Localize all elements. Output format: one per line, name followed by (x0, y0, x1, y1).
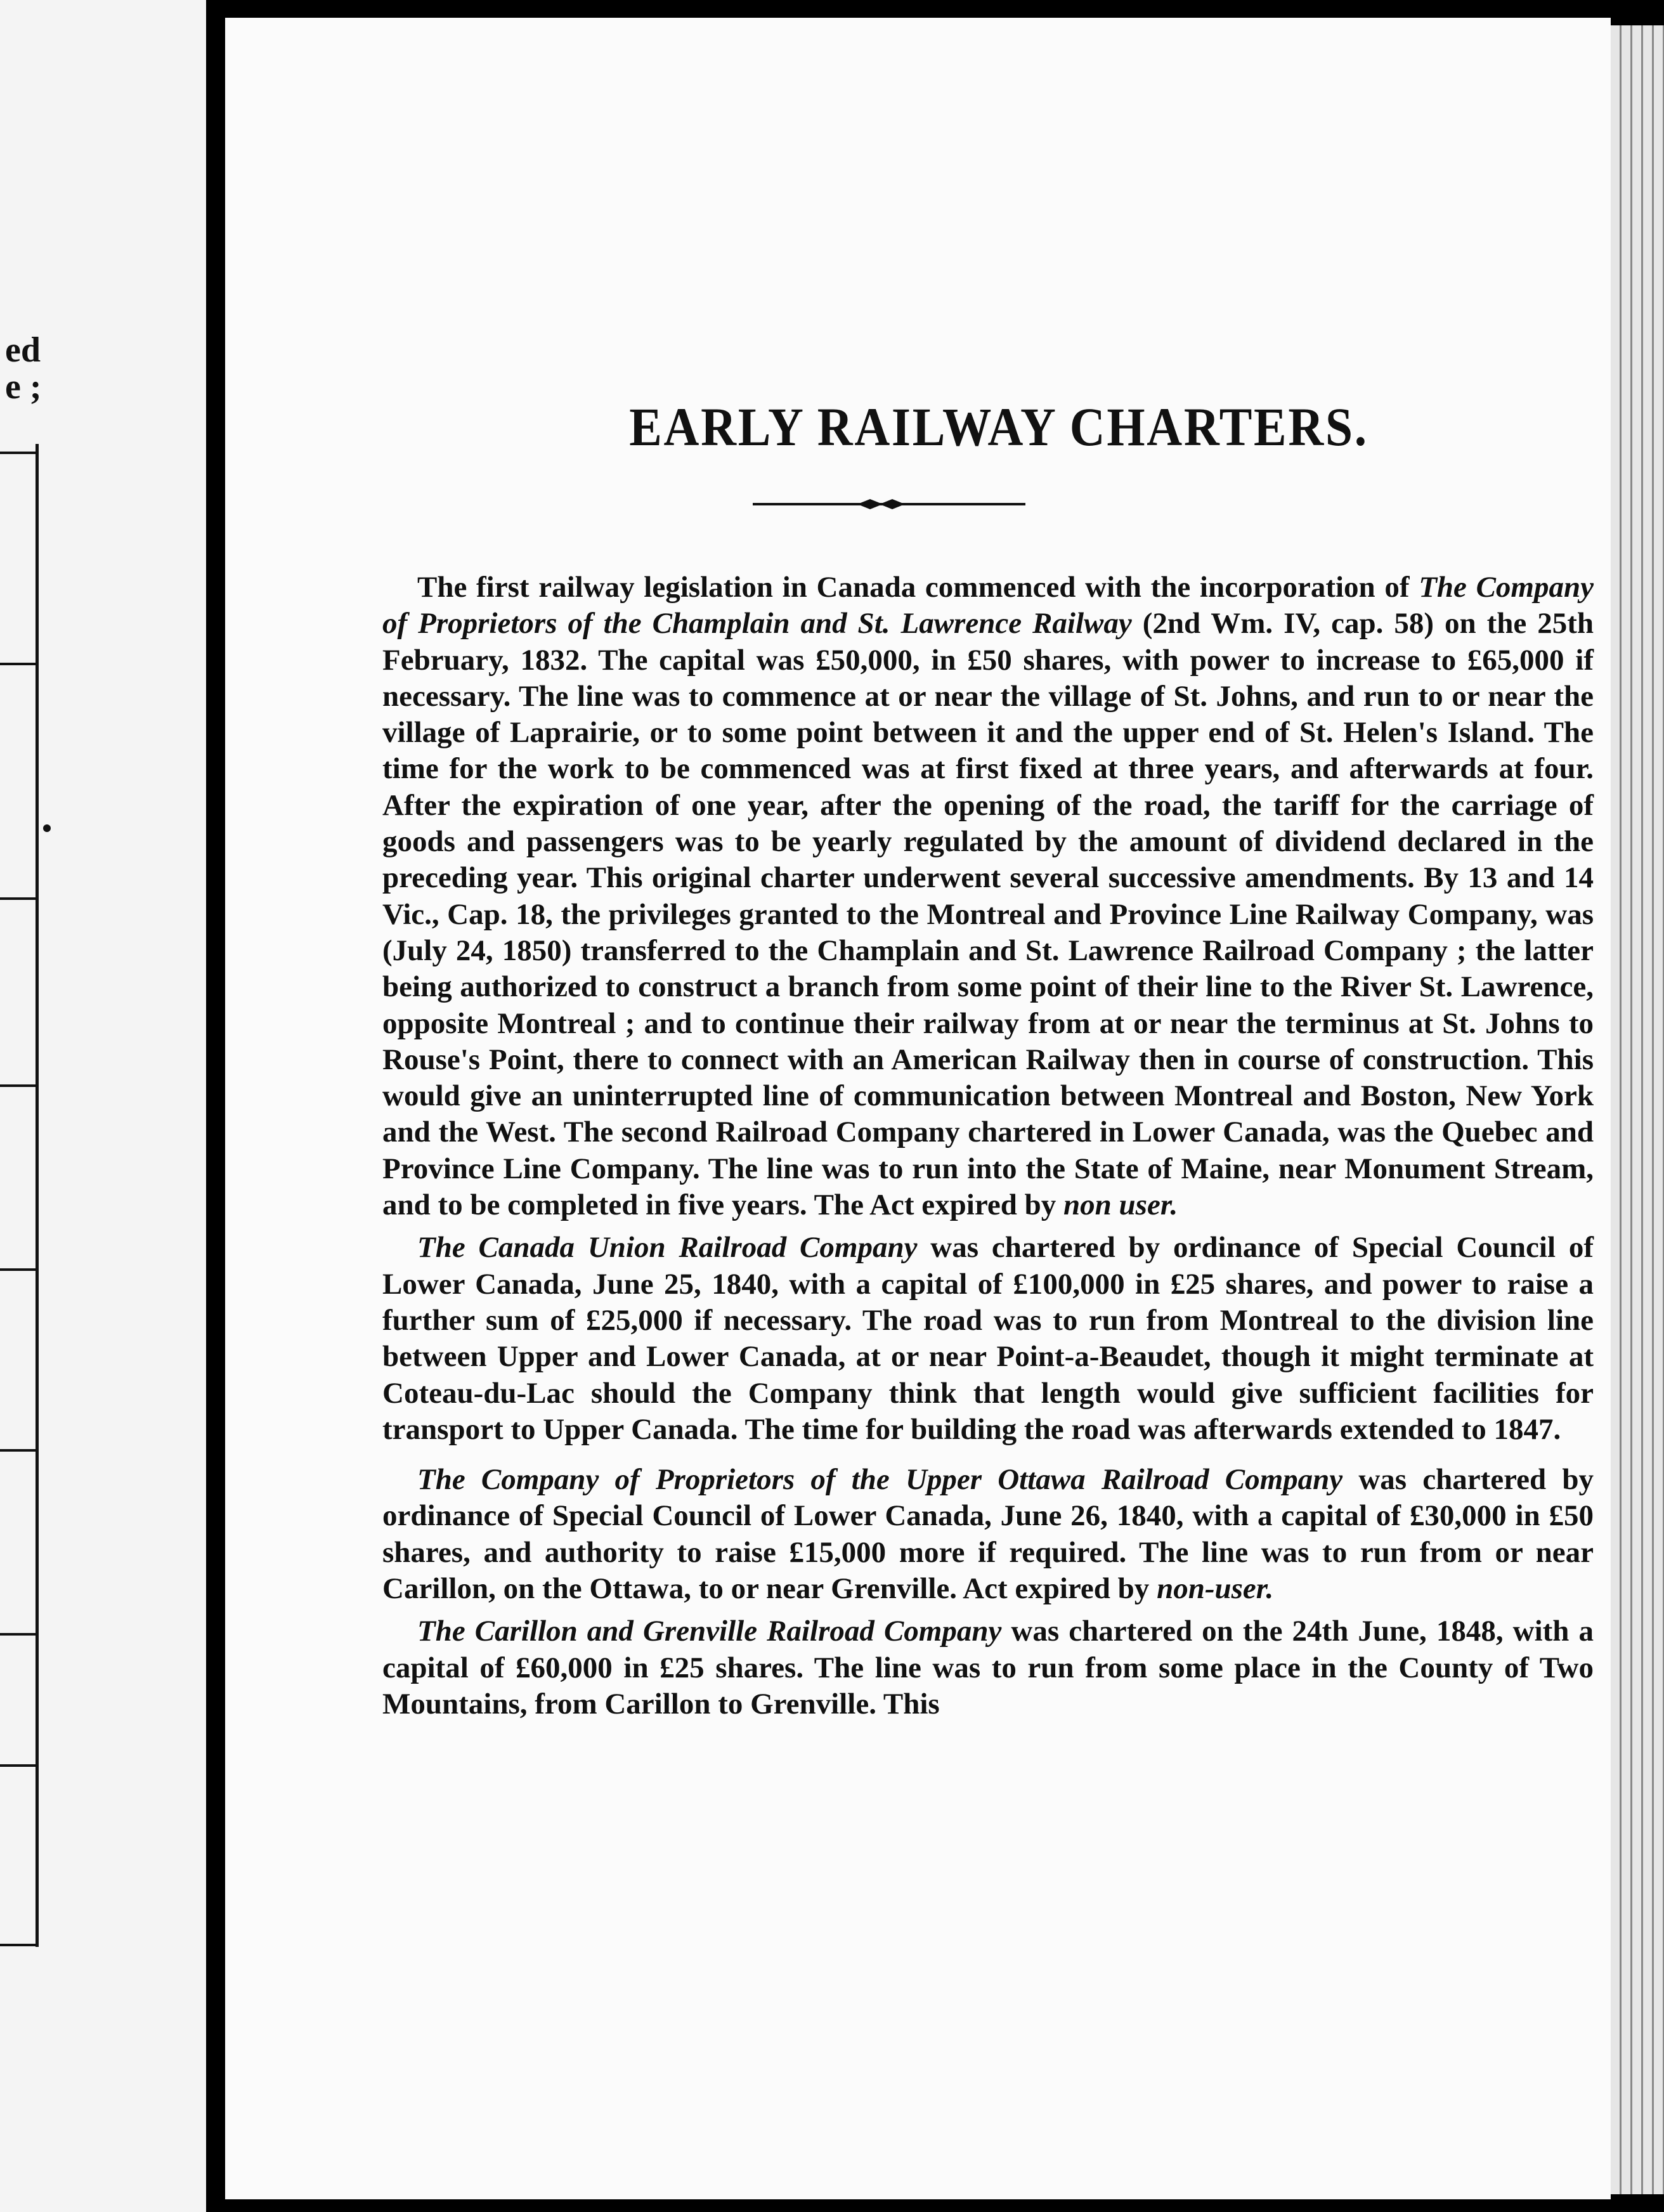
title-ornament-divider (753, 495, 1025, 514)
paragraph-text: was chartered by ordinance of Special Council of Lower Canada, June 26, 1840, with a capital of £30,000 in £50 shares, and authority to raise £15,000 more if required. The line was to run from or near Carillon, on the Ottawa, to or near Grenville. Act expired by (382, 1463, 1594, 1606)
company-name: The Canada Union Railroad Company (417, 1231, 918, 1265)
page-stack-edge (1611, 25, 1664, 2194)
article-body (382, 569, 1594, 1722)
paragraph-text: was chartered by ordinance of Special Council of Lower Canada, June 25, 1840, with a capital of £100,000 in £25 shares, and power to raise a further sum of £25,000 if necessary. The road was to run from Montreal to the division line between Upper and Lower Canada, at or near Point-a-Beaudet, though it might terminate at Coteau-du-Lac should the Company think that length would give sufficient facilities for transport to Upper Canada. The time for building the road was afterwards extended to 1847. (382, 1231, 1594, 1446)
paragraph-text: The first railway legislation in Canada commenced with the incorporation of (417, 571, 1419, 604)
company-name: The Company of Proprietors of the Champlain and St. Lawrence Railway (382, 571, 1594, 641)
left-page-rule (0, 897, 36, 900)
paragraph-champlain-railway (382, 569, 1594, 1223)
left-page-rule (0, 1764, 36, 1767)
book-gutter (206, 0, 225, 2212)
paragraph-text: was chartered on the 24th June, 1848, with a capital of £60,000 in £25 shares. The line was to run from some place in the County of Two Mountains, from Carillon to Grenville. This (382, 1615, 1594, 1721)
left-page-fragment: ed (5, 330, 41, 370)
left-page-fragment: e ; (5, 367, 42, 407)
left-page-rule (0, 1633, 36, 1636)
previous-page-edge (0, 0, 206, 2212)
emphasis-text: non-user. (1157, 1572, 1274, 1606)
emphasis-text: non user. (1063, 1188, 1178, 1222)
left-page-rule (0, 452, 36, 454)
company-name: The Company of Proprietors of the Upper Ottawa Railroad Company (417, 1463, 1343, 1497)
left-page-mark (43, 824, 51, 832)
left-page-vertical-rule (36, 444, 39, 1947)
left-page-rule (0, 1449, 36, 1452)
paragraph-text: (2nd Wm. IV, cap. 58) on the 25th February, 1832. The capital was £50,000, in £50 shares, with power to increase to £65,000 if necessary. The line was to commence at or near the village of St. Johns, and run to or near the village of Laprairie, or to some point between it and the upper end of St. Helen's Island. The time for the work to be commenced was at first fixed at three years, and afterwards at four. After the expiration of one year, after the opening of the road, the tariff for the carriage of goods and passengers was to be yearly regulated by the amount of dividend declared in the preceding year. This original charter underwent several successive amendments. By 13 and 14 Vic., Cap. 18, the privileges granted to the Montreal and Province Line Railway Company, was (July 24, 1850) transferred to the Champlain and St. Lawrence Railroad Company ; the latter being authorized to construct a branch from some point of their line to the River St. Lawrence, opposite Montreal ; and to continue their railway from at or near the terminus at St. Johns to Rouse's Point, there to connect with an American Railway then in course of construction. This would give an uninterrupted line of communication between Montreal and Boston, New York and the West. The second Railroad Company chartered in Lower Canada, was the Quebec and Province Line Company. The line was to run into the State of Maine, near Monument Stream, and to be completed in five years. The Act expired by (382, 607, 1594, 1222)
paragraph-upper-ottawa (382, 1462, 1594, 1607)
paragraph-carillon-grenville (382, 1613, 1594, 1722)
page-title: EARLY RAILWAY CHARTERS. (629, 396, 1368, 457)
left-page-rule (0, 1084, 36, 1087)
paragraph-canada-union (382, 1230, 1594, 1448)
left-page-rule (0, 663, 36, 665)
document-page (225, 18, 1611, 2199)
left-page-rule (0, 1268, 36, 1271)
left-page-rule (0, 1944, 36, 1946)
company-name: The Carillon and Grenville Railroad Company (417, 1615, 1002, 1648)
